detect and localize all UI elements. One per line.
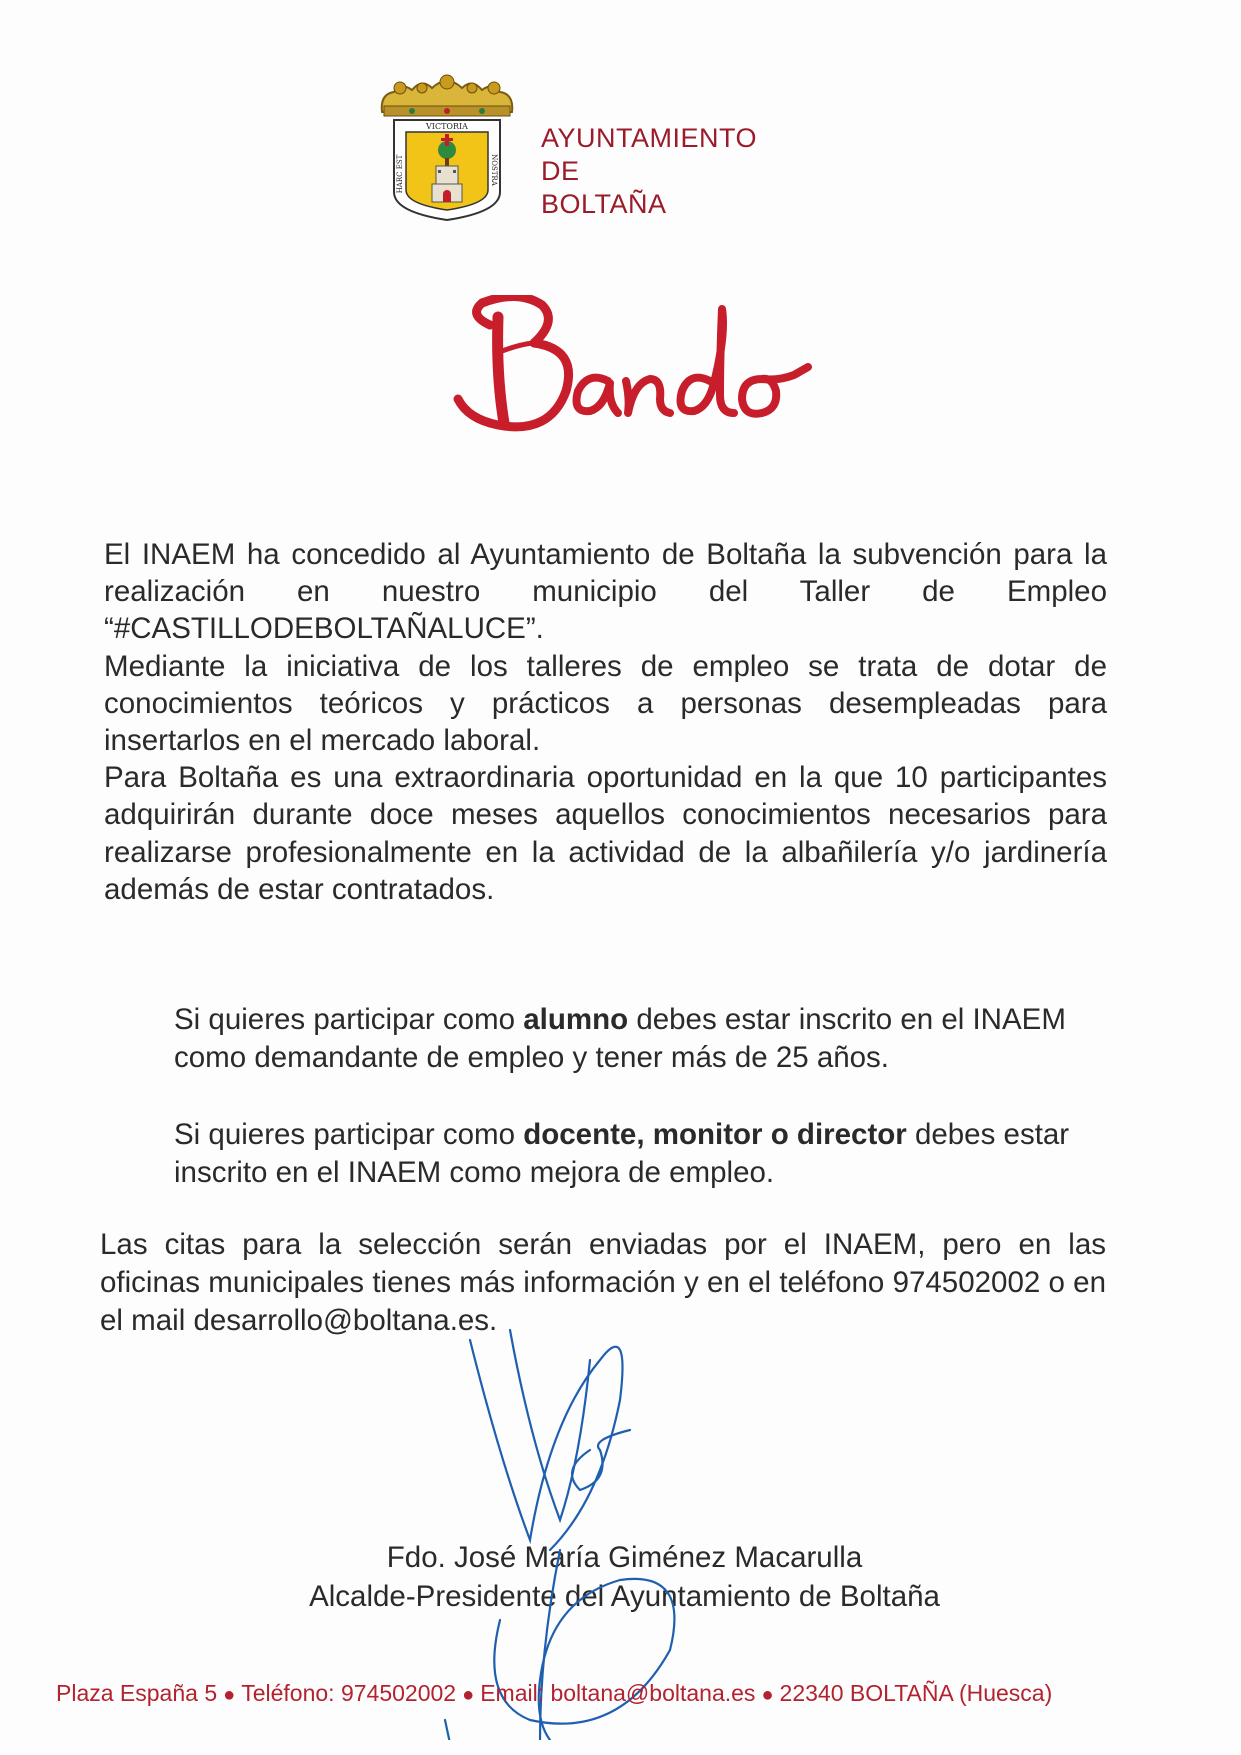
coat-of-arms-logo xyxy=(372,74,522,224)
closing-paragraph: Las citas para la selección serán enviadas por el INAEM, pero en las oficinas municipales tienes más información y en el teléfono 974502002 o en el mail desarrollo@boltana.es. xyxy=(100,1228,1106,1337)
alumno-text-post: debes estar inscrito en el INAEM como demandante de empleo y tener más de 25 años. xyxy=(174,1003,1066,1074)
bullet-icon: ● xyxy=(462,1684,475,1706)
paragraph-opportunity: Para Boltaña es una extraordinaria oportunidad en la que 10 participantes adquirirán durante doce meses aquellos conocimientos necesarios para realizarse profesionalmente en la actividad de la albañilería y/o jardinería además de estar contratados. xyxy=(104,761,1107,906)
docente-text-post: debes estar inscrito en el INAEM como mejora de empleo. xyxy=(174,1118,1070,1189)
footer-phone: Teléfono: 974502002 xyxy=(241,1680,457,1706)
docente-keyword: docente, monitor o director xyxy=(523,1118,907,1151)
footer-contact xyxy=(56,1680,1196,1707)
crown-icon xyxy=(382,75,513,116)
docente-text-pre: Si quieres participar como xyxy=(174,1118,524,1151)
alumno-keyword: alumno xyxy=(523,1003,629,1036)
requirement-docente xyxy=(174,1116,1106,1192)
paragraph-initiative: Mediante la iniciativa de los talleres de empleo se trata de dotar de conocimientos teóricos y prácticos a personas desempleadas para insertarlos en el mercado laboral. xyxy=(104,649,1107,758)
council-name xyxy=(541,122,757,221)
crest-motto-top: VICTORIA xyxy=(426,122,468,131)
signatory-role: Alcalde-Presidente del Ayuntamiento de Boltaña xyxy=(309,1580,940,1613)
title-bando-wordmark xyxy=(438,295,848,475)
bullet-icon: ● xyxy=(223,1684,236,1706)
footer-email[interactable]: Email: boltana@boltana.es xyxy=(480,1680,756,1706)
council-name-line1: AYUNTAMIENTO xyxy=(541,123,758,153)
crest-motto-right: NOSTRA xyxy=(490,154,498,186)
tower-icon xyxy=(432,166,462,202)
handwritten-signature xyxy=(440,1320,760,1740)
paragraph-subsidy: El INAEM ha concedido al Ayuntamiento de Boltaña la subvención para la realización en nuestro municipio del Taller de Empleo “#CASTILLODEBOLTAÑALUCE”. xyxy=(104,538,1107,646)
signatory-name: Fdo. José María Giménez Macarulla xyxy=(386,1541,863,1574)
council-name-line3: BOLTAÑA xyxy=(541,189,667,219)
footer-city: 22340 BOLTAÑA (Huesca) xyxy=(779,1680,1053,1706)
crest-motto-left: HARC EST xyxy=(396,154,404,194)
bullet-icon: ● xyxy=(761,1684,774,1706)
council-name-line2: DE xyxy=(541,156,580,186)
alumno-text-pre: Si quieres participar como xyxy=(174,1003,524,1036)
bando-body xyxy=(104,536,1107,908)
requirement-alumno xyxy=(174,1001,1106,1077)
footer-address: Plaza España 5 xyxy=(56,1680,218,1706)
